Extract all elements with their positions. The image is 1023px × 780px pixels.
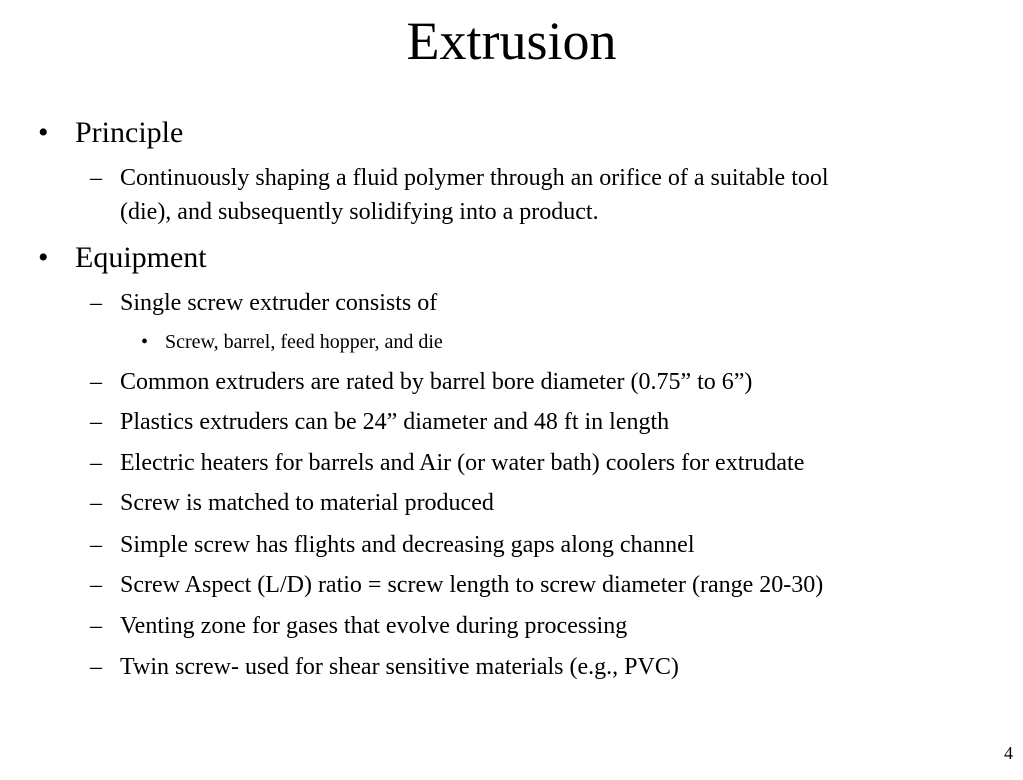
equipment-item: Plastics extruders can be 24” diameter and 48 ft in length [120, 409, 670, 435]
dash-marker: – [90, 532, 102, 558]
principle-item-line-1: Continuously shaping a fluid polymer through an orifice of a suitable tool [120, 165, 829, 191]
principle-heading: Principle [75, 116, 184, 149]
equipment-item: Twin screw- used for shear sensitive materials (e.g., PVC) [120, 654, 679, 680]
slide-title: Extrusion [406, 11, 617, 71]
principle-item-line-2: (die), and subsequently solidifying into a product. [120, 199, 599, 225]
dash-marker: – [90, 490, 102, 516]
dash-marker: – [90, 613, 102, 639]
bullet-marker: • [38, 241, 49, 274]
dash-marker: – [90, 654, 102, 680]
equipment-item: Venting zone for gases that evolve during processing [120, 613, 628, 639]
page-number: 4 [1004, 743, 1013, 763]
bullet-marker: • [141, 331, 149, 353]
dash-marker: – [90, 409, 102, 435]
dash-marker: – [90, 369, 102, 395]
equipment-heading: Equipment [75, 241, 207, 274]
equipment-item: Screw Aspect (L/D) ratio = screw length to screw diameter (range 20-30) [120, 572, 824, 598]
equipment-subitem: Screw, barrel, feed hopper, and die [165, 331, 443, 353]
equipment-item: Electric heaters for barrels and Air (or water bath) coolers for extrudate [120, 450, 805, 476]
equipment-item: Single screw extruder consists of [120, 290, 438, 316]
bullet-marker: • [38, 116, 49, 149]
dash-marker: – [90, 165, 102, 191]
dash-marker: – [90, 290, 102, 316]
equipment-item: Common extruders are rated by barrel bore diameter (0.75” to 6”) [120, 369, 753, 395]
equipment-item: Simple screw has flights and decreasing gaps along channel [120, 532, 695, 558]
equipment-item: Screw is matched to material produced [120, 490, 494, 516]
dash-marker: – [90, 572, 102, 598]
dash-marker: – [90, 450, 102, 476]
